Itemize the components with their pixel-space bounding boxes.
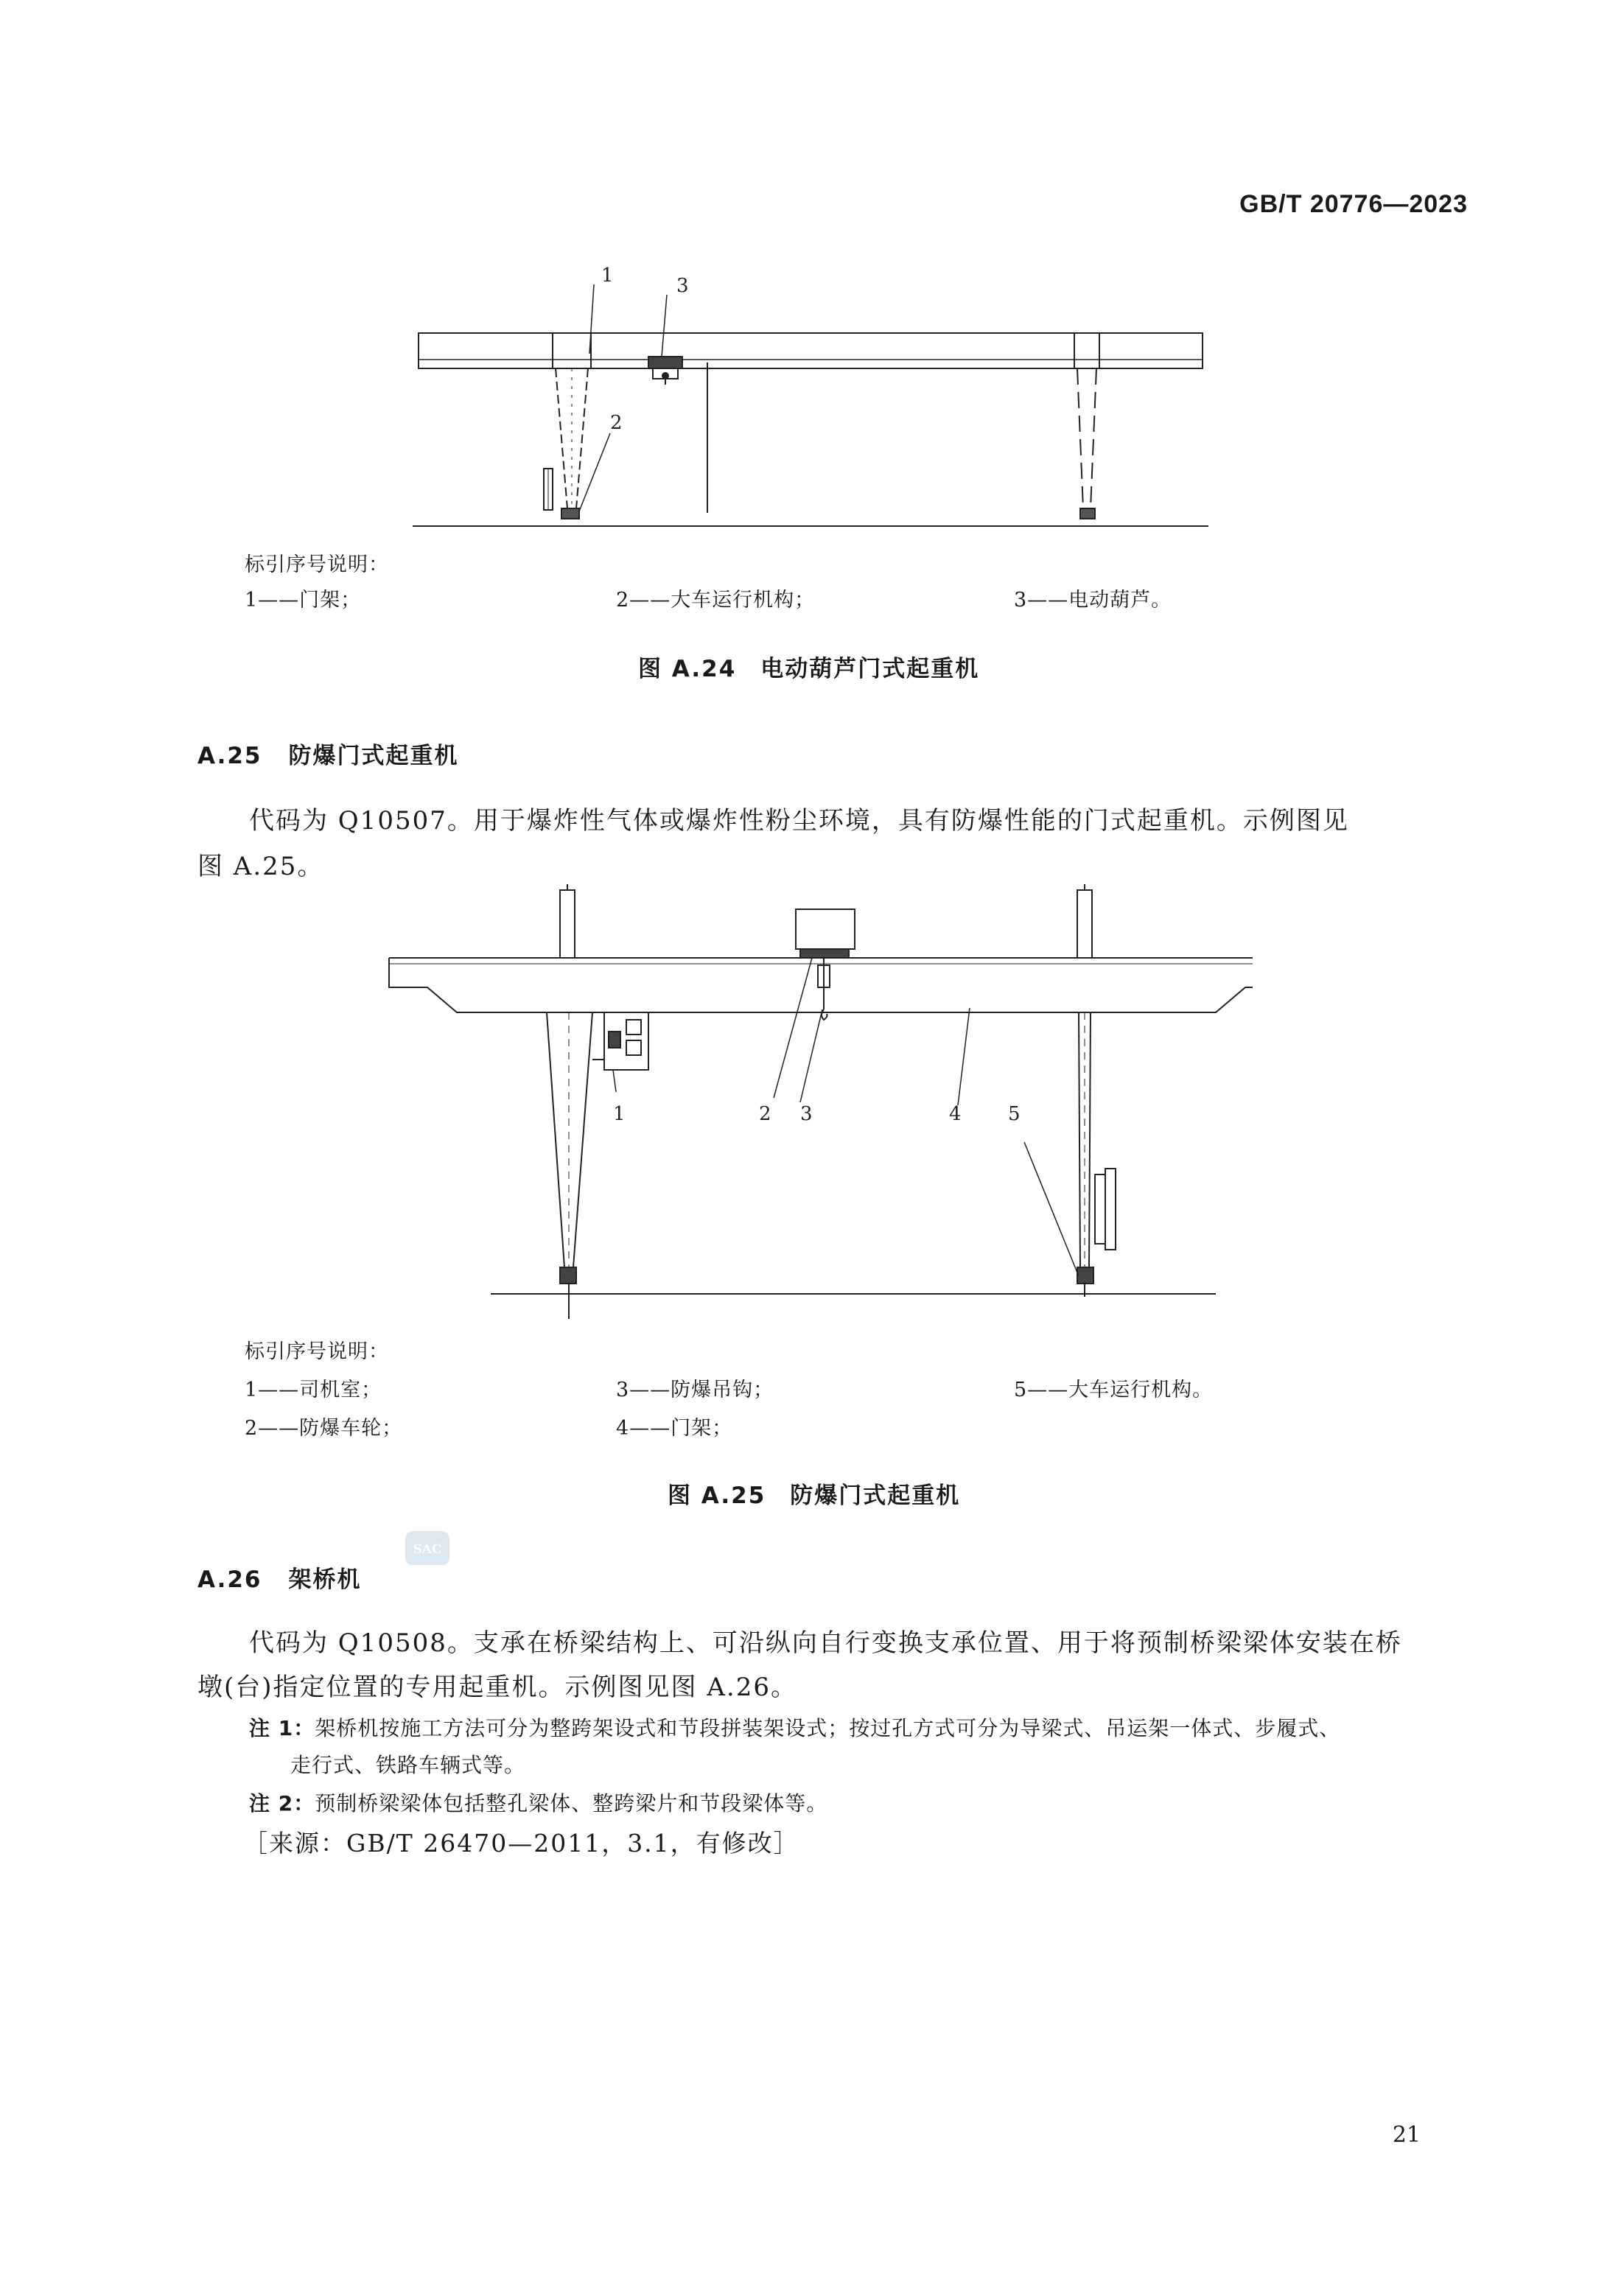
section-number: A.26 bbox=[197, 1566, 262, 1593]
a25-legend-item: 5——大车运行机构。 bbox=[1014, 1379, 1214, 1401]
a26-note-1-cont: 走行式、铁路车辆式等。 bbox=[290, 1753, 526, 1777]
section-a25-heading bbox=[197, 737, 458, 770]
a24-caption: 图 A.24 电动葫芦门式起重机 bbox=[638, 656, 980, 682]
figure-a25-drawing bbox=[383, 884, 1253, 1334]
note-text: 预制桥梁梁体包括整孔梁体、整跨梁片和节段梁体等。 bbox=[315, 1791, 828, 1816]
a24-left-wheel bbox=[561, 508, 579, 519]
page-number: 21 bbox=[1392, 2122, 1421, 2148]
a25-left-leg bbox=[547, 1012, 592, 1267]
a24-legend-item: 3——电动葫芦。 bbox=[1014, 589, 1172, 612]
standard-number: GB/T 20776—2023 bbox=[1239, 190, 1468, 218]
a24-legend-title: 标引序号说明： bbox=[245, 553, 389, 576]
a24-main-beam bbox=[419, 333, 1203, 368]
a25-left-column-top bbox=[560, 890, 575, 958]
a24-callout-2: 2 bbox=[610, 412, 623, 434]
a25-legend-item: 3——防爆吊钩； bbox=[616, 1379, 774, 1401]
a25-callout-1: 1 bbox=[613, 1103, 626, 1125]
a25-driver-cab bbox=[592, 1012, 648, 1070]
a26-note-2 bbox=[249, 1788, 827, 1817]
note-label: 注 2： bbox=[249, 1791, 315, 1816]
a24-right-leg bbox=[1077, 368, 1096, 508]
a24-legend-item: 2——大车运行机构； bbox=[616, 589, 816, 612]
note-text: 架桥机按施工方法可分为整跨架设式和节段拼装架设式；按过孔方式可分为导梁式、吊运架一体式、步履式、 bbox=[315, 1716, 1341, 1740]
note-label: 注 1： bbox=[249, 1716, 315, 1740]
a24-electric-hoist bbox=[648, 357, 682, 385]
a25-legend-title: 标引序号说明： bbox=[245, 1340, 389, 1363]
a26-source: ［来源：GB/T 26470—2011，3.1，有修改］ bbox=[243, 1829, 799, 1858]
a25-callout-3: 3 bbox=[800, 1103, 813, 1125]
a26-note-1 bbox=[249, 1712, 1340, 1742]
a25-callout-2: 2 bbox=[759, 1103, 771, 1125]
a25-paragraph-line: 代码为 Q10507。用于爆炸性气体或爆炸性粉尘环境，具有防爆性能的门式起重机。示例图见 bbox=[249, 806, 1349, 836]
a25-caption: 图 A.25 防爆门式起重机 bbox=[668, 1482, 961, 1509]
a26-paragraph-line: 代码为 Q10508。支承在桥梁结构上、可沿纵向自行变换支承位置、用于将预制桥梁梁体安装在桥 bbox=[249, 1628, 1402, 1658]
a25-callout-5: 5 bbox=[1008, 1103, 1021, 1125]
sac-watermark-logo bbox=[404, 1530, 451, 1566]
a24-legend-item: 1——门架； bbox=[245, 589, 362, 612]
section-title: 防爆门式起重机 bbox=[288, 743, 459, 769]
a24-callout-1: 1 bbox=[601, 265, 614, 287]
a24-left-leg bbox=[556, 368, 588, 508]
a25-right-wheel bbox=[1077, 1267, 1093, 1284]
a24-left-leg-top bbox=[553, 333, 591, 368]
a25-main-girder bbox=[389, 958, 1253, 1012]
section-title: 架桥机 bbox=[288, 1566, 362, 1593]
svg-text:SAC: SAC bbox=[413, 1542, 442, 1557]
figure-a24-drawing bbox=[413, 265, 1208, 545]
section-number: A.25 bbox=[197, 743, 262, 769]
a25-trolley bbox=[796, 909, 855, 1020]
a25-legend-item: 1——司机室； bbox=[245, 1379, 382, 1401]
a25-paragraph-line: 图 A.25。 bbox=[197, 852, 324, 881]
a25-right-column-top bbox=[1077, 890, 1092, 958]
section-a26-heading bbox=[197, 1561, 361, 1594]
a25-left-wheel bbox=[560, 1267, 576, 1284]
a25-right-leg bbox=[1079, 1012, 1091, 1267]
a24-right-wheel bbox=[1080, 508, 1095, 519]
a25-ladder bbox=[1095, 1174, 1105, 1244]
a26-paragraph-line: 墩(台)指定位置的专用起重机。示例图见图 A.26。 bbox=[197, 1673, 797, 1702]
a24-callout-3: 3 bbox=[676, 275, 689, 297]
a25-callout-4: 4 bbox=[949, 1103, 962, 1125]
a25-legend-item: 4——门架； bbox=[616, 1417, 733, 1440]
a25-legend-item: 2——防爆车轮； bbox=[245, 1417, 403, 1440]
a24-right-leg-top bbox=[1074, 333, 1099, 368]
